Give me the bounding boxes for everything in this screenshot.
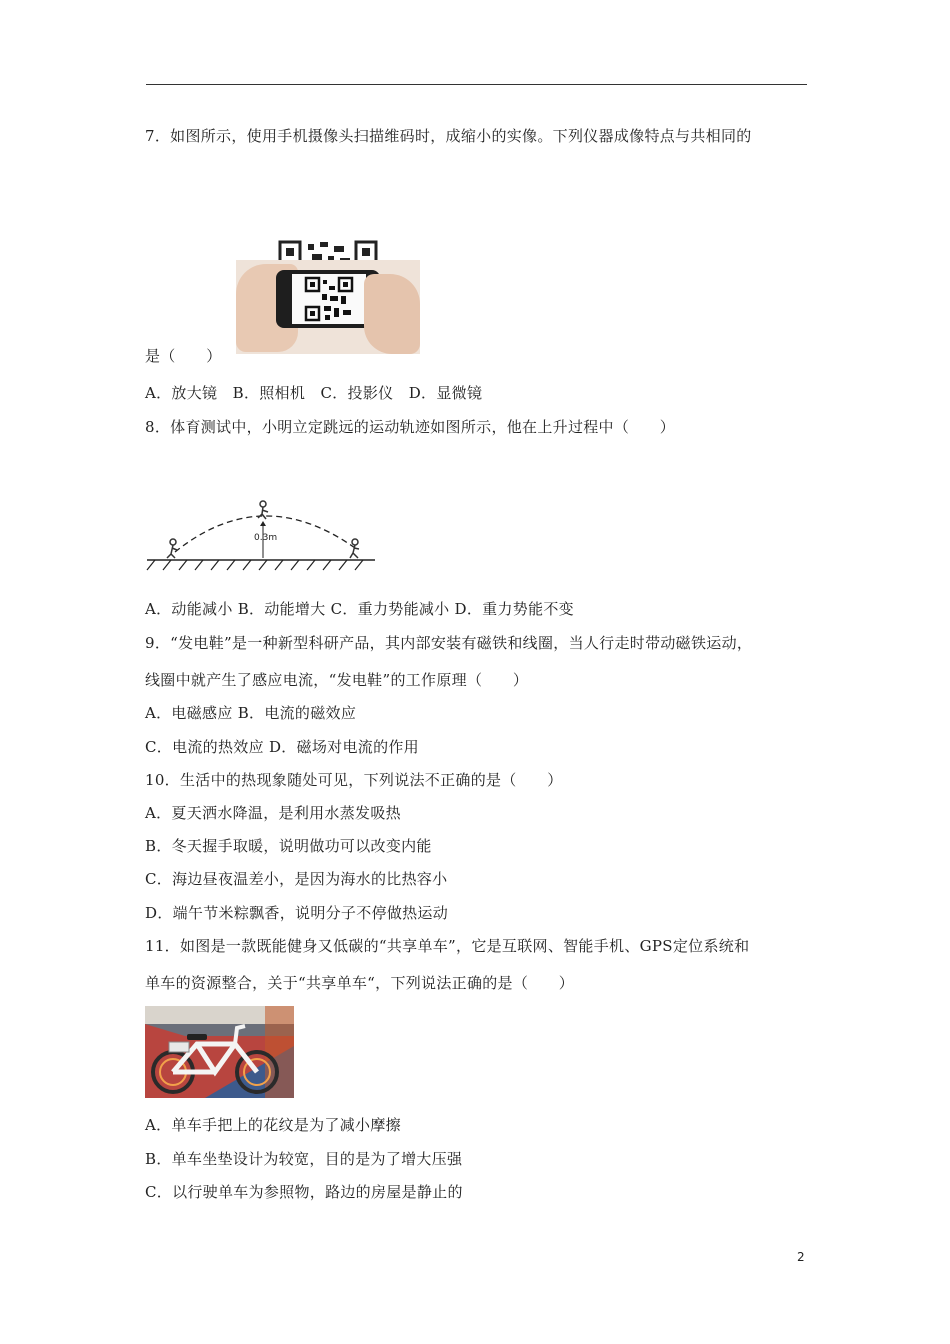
- q11-stem-line2: 单车的资源整合，关于“共享单车“，下列说法正确的是（ ）: [145, 974, 575, 992]
- q11-stem-line1: 11．如图是一款既能健身又低碳的“共享单车”，它是互联网、智能手机、GPS定位系统和: [145, 937, 750, 955]
- header-rule: [146, 84, 807, 85]
- height-label: 0.3m: [254, 533, 278, 543]
- right-hand: [364, 274, 420, 354]
- q10-option-c: C．海边昼夜温差小，是因为海水的比热容小: [145, 870, 448, 888]
- jumper-land-icon: [350, 539, 359, 558]
- q9-stem-line1: 9．“发电鞋”是一种新型科研产品，其内部安装有磁铁和线圈，当人行走时带动磁铁运动，: [145, 634, 753, 652]
- q10-stem: 10．生活中的热现象随处可见，下列说法不正确的是（ ）: [145, 771, 563, 789]
- q9-options-line1: A．电磁感应 B．电流的磁效应: [145, 704, 357, 722]
- q11-option-c: C．以行驶单车为参照物，路边的房屋是静止的: [145, 1183, 463, 1201]
- q10-option-b: B．冬天握手取暖，说明做功可以改变内能: [145, 837, 432, 855]
- jump-trajectory-figure: [145, 492, 379, 574]
- q7-stem-line2: 是（ ）: [145, 347, 222, 365]
- qr-scan-figure: [236, 240, 420, 354]
- q8-options: A．动能减小 B．动能增大 C．重力势能减小 D．重力势能不变: [145, 600, 574, 618]
- q9-options-line2: C．电流的热效应 D．磁场对电流的作用: [145, 738, 419, 756]
- q8-stem: 8．体育测试中，小明立定跳远的运动轨迹如图所示，他在上升过程中（ ）: [145, 418, 676, 436]
- phone-screen-qr-icon: [292, 274, 366, 324]
- q10-option-d: D．端午节米粽飘香，说明分子不停做热运动: [145, 904, 449, 922]
- shared-bike-photo: [145, 1006, 294, 1098]
- q7-options: A．放大镜 B．照相机 C．投影仪 D．显微镜: [145, 384, 483, 402]
- page-number: 2: [797, 1250, 805, 1264]
- q9-stem-line2: 线圈中就产生了感应电流，“发电鞋”的工作原理（ ）: [145, 671, 529, 689]
- q11-option-a: A．单车手把上的花纹是为了减小摩擦: [145, 1116, 401, 1134]
- q7-stem-line1: 7．如图所示，使用手机摄像头扫描维码时，成缩小的实像。下列仪器成像特点与共相同的: [145, 127, 752, 145]
- q10-option-a: A．夏天洒水降温，是利用水蒸发吸热: [145, 804, 401, 822]
- bicycle-icon: [145, 1006, 294, 1098]
- q11-option-b: B．单车坐垫设计为较宽，目的是为了增大压强: [145, 1150, 463, 1168]
- jumper-start-icon: [167, 539, 177, 558]
